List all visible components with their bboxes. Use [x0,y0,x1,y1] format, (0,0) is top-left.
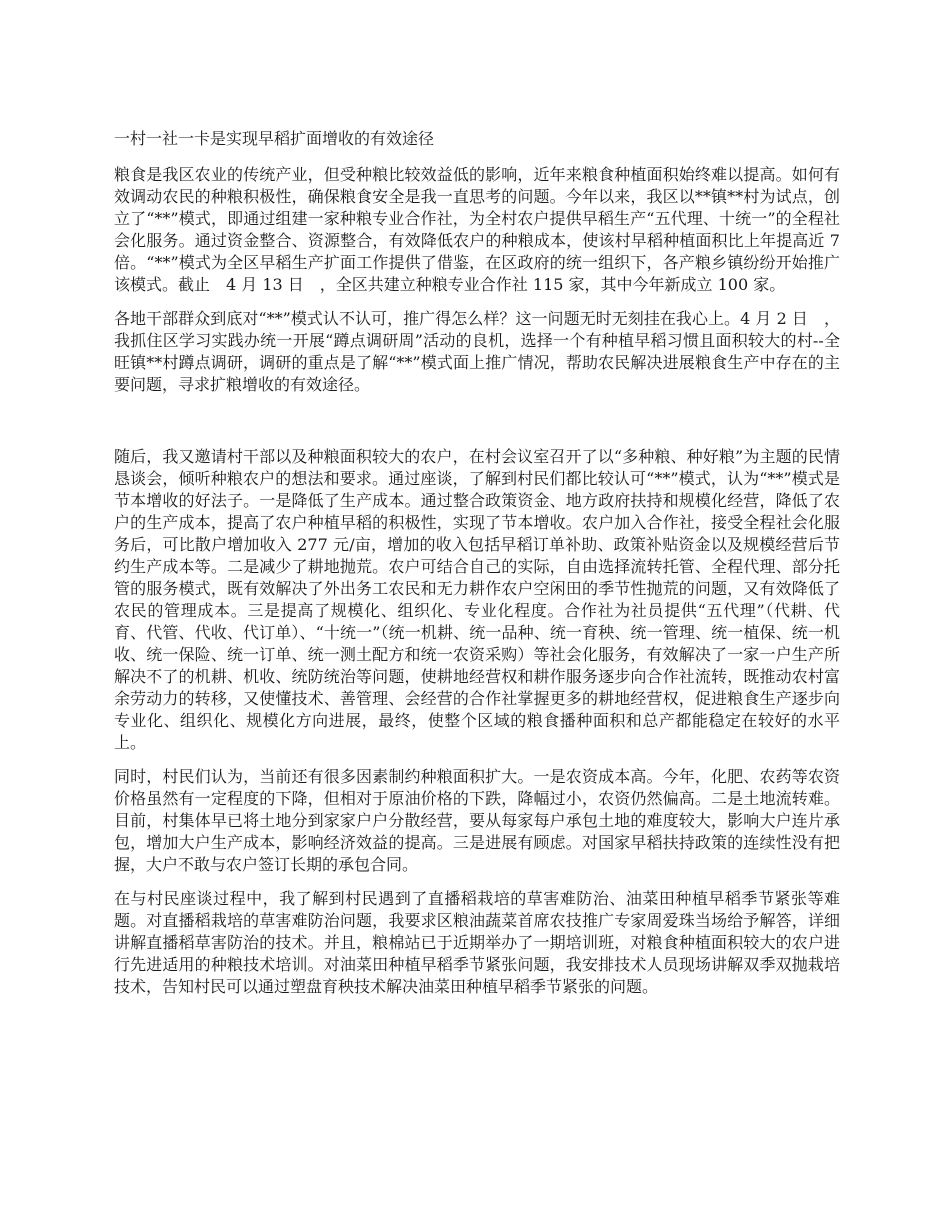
paragraph-4: 同时，村民们认为，当前还有很多因素制约种粮面积扩大。一是农资成本高。今年，化肥、农药等农资价格虽然有一定程度的下降，但相对于原油价格的下跌，降幅过小，农资仍然偏高。二是土地流转难。目前，村集体早已将土地分到家家户户分散经营，要从每家每户承包土地的难度较大，影响大户连片承包，增加大户生产成本，影响经济效益的提高。三是进展有顾虑。对国家早稻扶持政策的连续性没有把握，大户不敢与农户签订长期的承包合同。 [114,767,840,874]
paragraph-2: 各地干部群众到底对“**”模式认不认可，推广得怎么样？这一问题无时无刻挂在我心上。4 月 2 日 ，我抓住区学习实践办统一开展“蹲点调研周”活动的良机，选择一个有种植早稻习惯且面积较大的村--全旺镇**村蹲点调研，调研的重点是了解“**”模式面上推广情况，帮助农民解决进展粮食生产中存在的主要问题，寻求扩粮增收的有效途径。 [114,309,840,394]
document-title: 一村一社一卡是实现早稻扩面增收的有效途径 [114,129,435,148]
paragraph-3: 随后，我又邀请村干部以及种粮面积较大的农户，在村会议室召开了以“多种粮、种好粮”为主题的民情恳谈会，倾听种粮农户的想法和要求。通过座谈，了解到村民们都比较认可“**”模式，认为“**”模式是节本增收的好法子。一是降低了生产成本。通过整合政策资金、地方政府扶持和规模化经营，降低了农户的生产成本，提高了农户种植早稻的积极性，实现了节本增收。农户加入合作社，接受全程社会化服务后，可比散户增加收入 277 元/亩，增加的收入包括早稻订单补助、政策补贴资金以及规模经营后节约生产成本等。二是减少了耕地抛荒。农户可结合自己的实际，自由选择流转托管、全程代理、部分托管的服务模式，既有效解决了外出务工农民和无力耕作农户空闲田的季节性抛荒的问题，又有效降低了农民的管理成本。三是提高了规模化、组织化、专业化程度。合作社为社员提供“五代理”（代耕、代育、代管、代收、代订单）、“十统一”（统一机耕、统一品种、统一育秧、统一管理、统一植保、统一机收、统一保险、统一订单、统一测土配方和统一农资采购）等社会化服务，有效解决了一家一户生产所解决不了的机耕、机收、统防统治等问题，使耕地经营权和耕作服务逐步向合作社流转，既推动农村富余劳动力的转移，又使懂技术、善管理、会经营的合作社掌握更多的耕地经营权，促进粮食生产逐步向专业化、组织化、规模化方向进展，最终，使整个区域的粮食播种面积和总产都能稳定在较好的水平上。 [114,447,840,752]
paragraph-spacer [114,408,840,446]
document-page [114,128,840,1010]
paragraph-5: 在与村民座谈过程中，我了解到村民遇到了直播稻栽培的草害难防治、油菜田种植早稻季节紧张等难题。对直播稻栽培的草害难防治问题，我要求区粮油蔬菜首席农技推广专家周爱珠当场给予解答，详细讲解直播稻草害防治的技术。并且，粮棉站已于近期举办了一期培训班，对粮食种植面积较大的农户进行先进适用的种粮技术培训。对油菜田种植早稻季节紧张问题，我安排技术人员现场讲解双季双抛栽培技术，告知村民可以通过塑盘育秧技术解决油菜田种植早稻季节紧张的问题。 [114,889,840,996]
paragraph-1: 粮食是我区农业的传统产业，但受种粮比较效益低的影响，近年来粮食种植面积始终难以提高。如何有效调动农民的种粮积极性，确保粮食安全是我一直思考的问题。今年以来，我区以**镇**村为试点，创立了“**”模式，即通过组建一家种粮专业合作社，为全村农户提供早稻生产“五代理、十统一”的全程社会化服务。通过资金整合、资源整合，有效降低农户的种粮成本，使该村早稻种植面积比上年提高近 7 倍。“**”模式为全区早稻生产扩面工作提供了借鉴，在区政府的统一组织下，各产粮乡镇纷纷开始推广该模式。截止 4 月 13 日 ，全区共建立种粮专业合作社 115 家，其中今年新成立 100 家。 [114,165,840,294]
